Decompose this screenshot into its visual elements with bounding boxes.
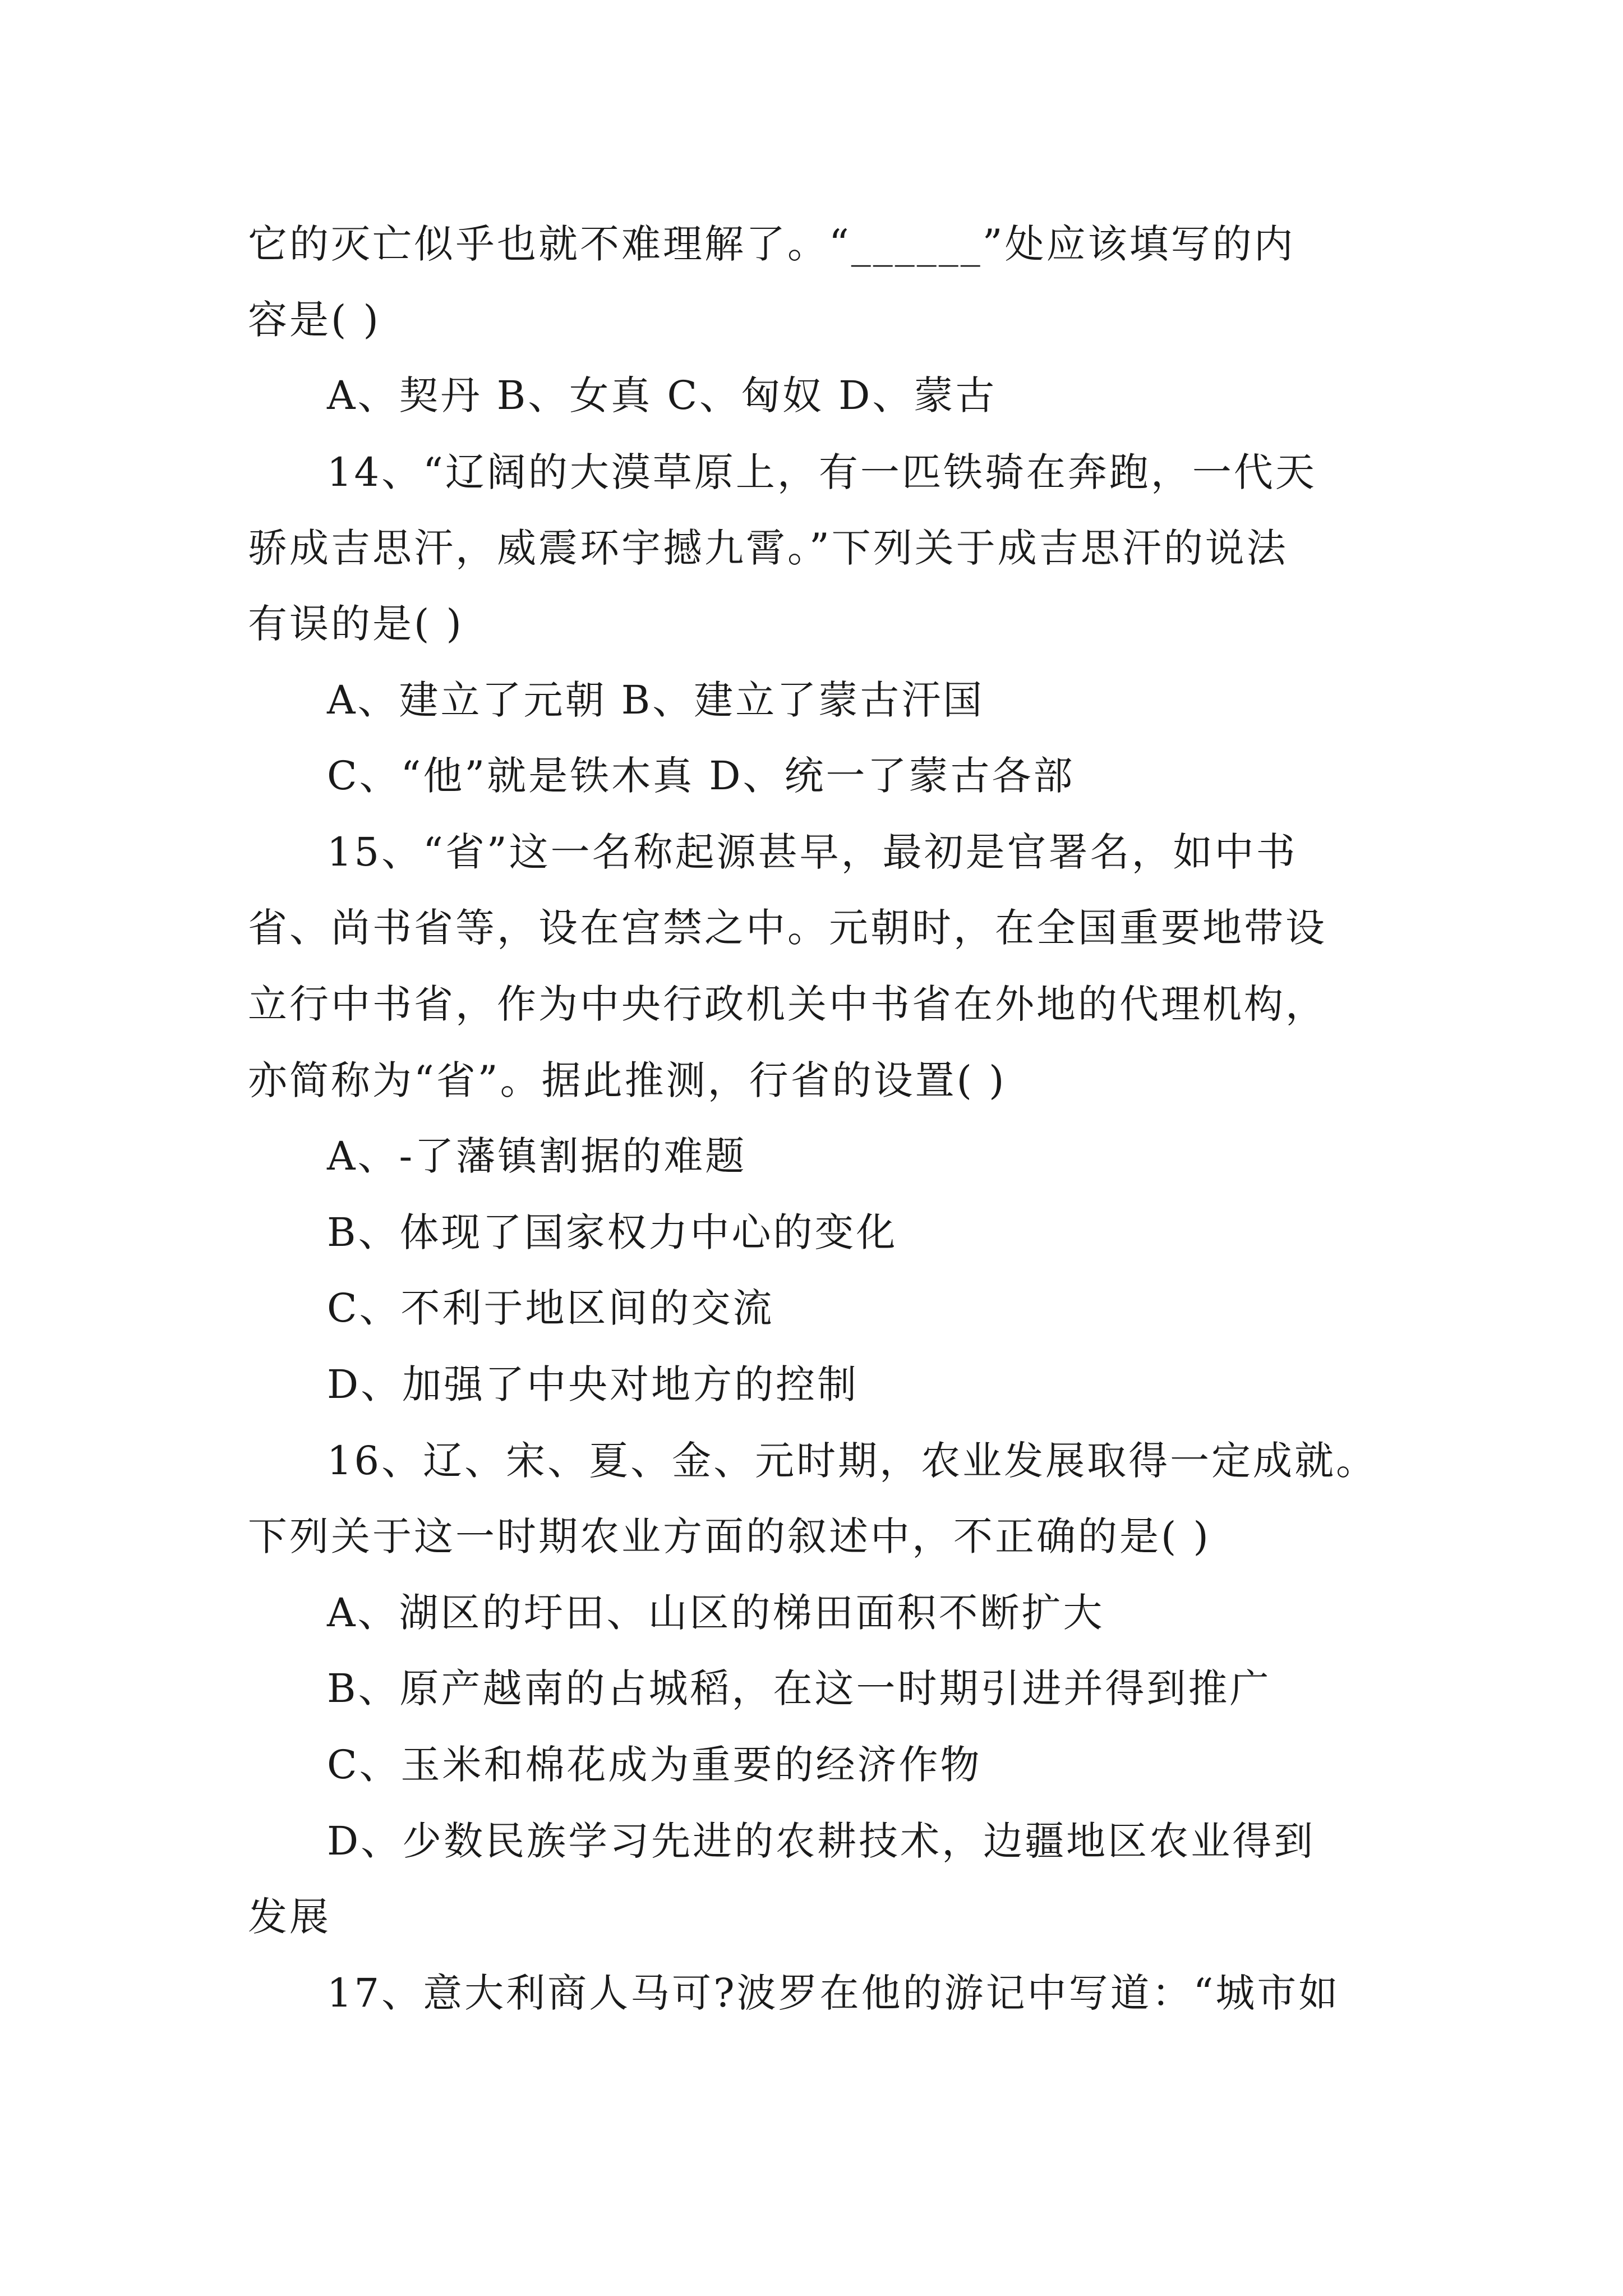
question-line: 15、“省”这一名称起源甚早，最初是官署名，如中书 [327,829,1298,875]
option-line: D、少数民族学习先进的农耕技术，边疆地区农业得到 [327,1818,1316,1864]
question-line: 16、辽、宋、夏、金、元时期，农业发展取得一定成就。 [327,1438,1378,1484]
option-line: B、原产越南的占城稻，在这一时期引进并得到推广 [327,1665,1271,1711]
option-line: A、契丹 B、女真 C、匈奴 D、蒙古 [327,372,997,418]
question-line: 14、“辽阔的大漠草原上，有一匹铁骑在奔跑，一代天 [327,449,1317,495]
option-line: C、玉米和棉花成为重要的经济作物 [327,1742,982,1788]
question-line: 17、意大利商人马可?波罗在他的游记中写道：“城市如 [327,1970,1340,2016]
text-line: 省、尚书省等，设在宫禁之中。元朝时，在全国重要地带设 [248,905,1327,951]
text-line: 容是( ) [248,297,381,343]
option-line: D、加强了中央对地方的控制 [327,1361,859,1407]
option-line: A、湖区的圩田、山区的梯田面积不断扩大 [327,1590,1105,1636]
text-line: 骄成吉思汗，威震环宇撼九霄。”下列关于成吉思汗的说法 [248,525,1288,571]
text-line: 下列关于这一时期农业方面的叙述中，不正确的是( ) [248,1513,1211,1559]
option-line: B、体现了国家权力中心的变化 [327,1209,898,1255]
text-line: 亦简称为“省”。据此推测，行省的设置( ) [248,1057,1007,1103]
text-line: 立行中书省，作为中央行政机关中书省在外地的代理机构， [248,981,1327,1027]
text-line: 它的灭亡似乎也就不难理解了。“______”处应该填写的内 [248,221,1295,267]
text-line: 发展 [248,1894,331,1940]
option-line: A、-了藩镇割据的难题 [327,1133,747,1179]
option-line: C、不利于地区间的交流 [327,1285,774,1331]
text-line: 有误的是( ) [248,601,464,647]
option-line: C、“他”就是铁木真 D、统一了蒙古各部 [327,753,1075,799]
option-line: A、建立了元朝 B、建立了蒙古汗国 [327,677,985,723]
